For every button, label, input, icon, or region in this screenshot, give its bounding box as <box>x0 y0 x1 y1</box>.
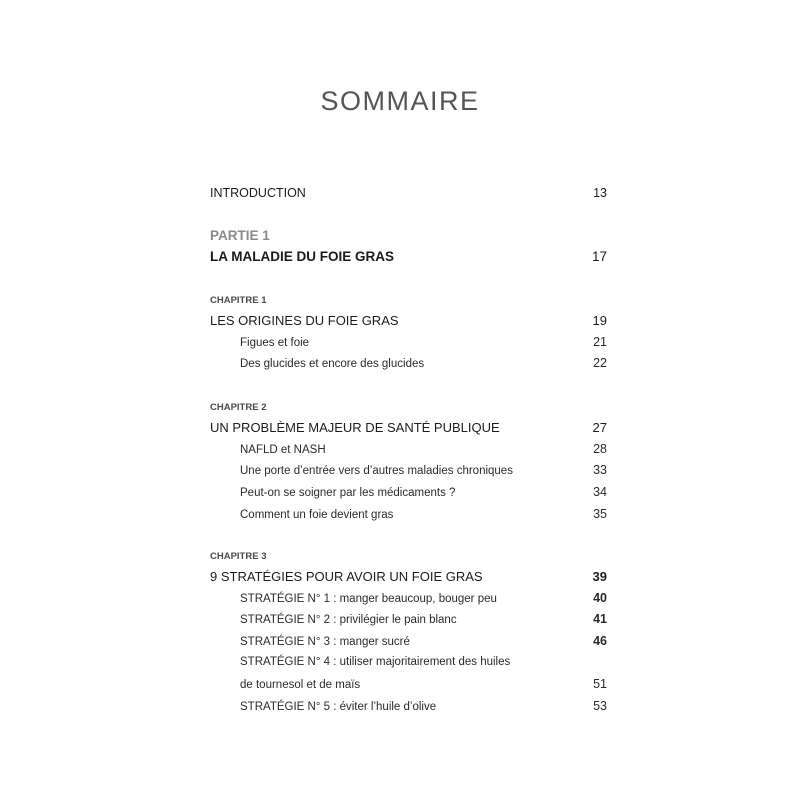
entry-page-number: 27 <box>592 420 607 435</box>
toc-entry-part-1[interactable] <box>210 249 607 264</box>
toc-entry-section[interactable] <box>210 335 607 349</box>
chapter-label: CHAPITRE 1 <box>210 295 267 306</box>
entry-page-number: 51 <box>593 677 607 691</box>
entry-page-number: 33 <box>593 463 607 477</box>
chapter-label: CHAPITRE 2 <box>210 402 267 413</box>
toc-entry-section[interactable] <box>210 463 607 477</box>
entry-page-number: 41 <box>593 612 607 626</box>
toc-entry-section[interactable] <box>210 656 607 668</box>
entry-label: STRATÉGIE N° 3 : manger sucré <box>240 636 410 648</box>
entry-label: LA MALADIE DU FOIE GRAS <box>210 249 394 264</box>
entry-label: STRATÉGIE N° 4 : utiliser majoritairement des huiles <box>240 656 511 668</box>
toc-entry-section[interactable] <box>210 485 607 499</box>
entry-page-number: 28 <box>593 442 607 456</box>
toc-entry-section-continuation[interactable] <box>210 677 607 691</box>
entry-page-number: 34 <box>593 485 607 499</box>
entry-label: Une porte d’entrée vers d’autres maladies chroniques <box>240 465 513 477</box>
toc-entry-section[interactable] <box>210 442 607 456</box>
toc-entry-chapter-1[interactable] <box>210 313 607 328</box>
entry-label: Des glucides et encore des glucides <box>240 358 425 370</box>
entry-page-number: 35 <box>593 507 607 521</box>
entry-page-number: 40 <box>593 591 607 605</box>
entry-label: Peut-on se soigner par les médicaments ? <box>240 487 456 499</box>
toc-entry-chapter-2[interactable] <box>210 420 607 435</box>
entry-label: Figues et foie <box>240 337 310 349</box>
part-label: PARTIE 1 <box>210 228 270 243</box>
entry-page-number: 17 <box>591 249 607 264</box>
entry-page-number: 22 <box>593 356 607 370</box>
entry-label: INTRODUCTION <box>210 186 306 200</box>
entry-label: LES ORIGINES DU FOIE GRAS <box>210 313 399 328</box>
entry-label: de tournesol et de maïs <box>240 679 361 691</box>
entry-label: UN PROBLÈME MAJEUR DE SANTÉ PUBLIQUE <box>210 420 500 435</box>
toc-entry-section[interactable] <box>210 591 607 605</box>
entry-label: STRATÉGIE N° 2 : privilégier le pain blanc <box>240 614 457 626</box>
entry-page-number: 21 <box>593 335 607 349</box>
entry-page-number: 13 <box>593 186 607 200</box>
toc-entry-section[interactable] <box>210 634 607 648</box>
entry-page-number: 39 <box>592 569 607 584</box>
toc-entry-introduction[interactable] <box>210 186 607 200</box>
toc-entry-chapter-3[interactable] <box>210 569 607 584</box>
entry-page-number: 53 <box>593 699 607 713</box>
entry-label: STRATÉGIE N° 5 : éviter l’huile d’olive <box>240 701 437 713</box>
entry-label: 9 STRATÉGIES POUR AVOIR UN FOIE GRAS <box>210 569 483 584</box>
entry-label: NAFLD et NASH <box>240 444 326 456</box>
entry-label: STRATÉGIE N° 1 : manger beaucoup, bouger peu <box>240 593 497 605</box>
toc-entry-section[interactable] <box>210 699 607 713</box>
toc-entry-section[interactable] <box>210 612 607 626</box>
toc-entry-section[interactable] <box>210 507 607 521</box>
toc-entry-section[interactable] <box>210 356 607 370</box>
entry-label: Comment un foie devient gras <box>240 509 394 521</box>
page-title: SOMMAIRE <box>320 86 480 116</box>
entry-page-number: 19 <box>592 313 607 328</box>
entry-page-number: 46 <box>593 634 607 648</box>
chapter-label: CHAPITRE 3 <box>210 551 267 562</box>
